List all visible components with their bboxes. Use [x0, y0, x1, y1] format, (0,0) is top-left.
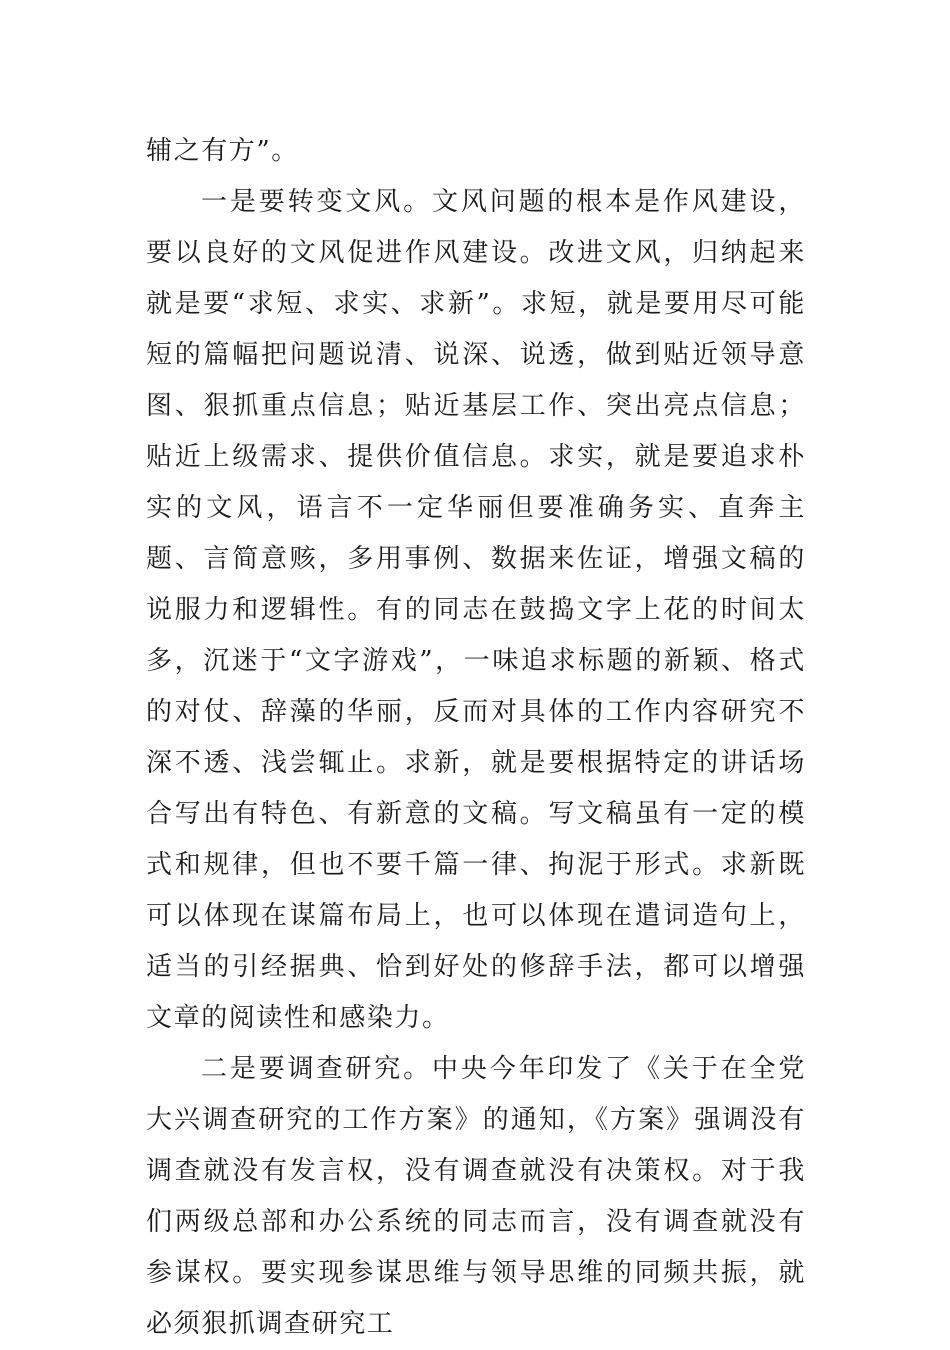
- paragraph-writing-style: 一是要转变文风。文风问题的根本是作风建设，要以良好的文风促进作风建设。改进文风，归纳起来就是要“求短、求实、求新”。求短，就是要用尽可能短的篇幅把问题说清、说深、说透，做到贴近领导意图、狠抓重点信息；贴近基层工作、突出亮点信息；贴近上级需求、提供价值信息。求实，就是要追求朴实的文风，语言不一定华丽但要准确务实、直奔主题、言简意赅，多用事例、数据来佐证，增强文稿的说服力和逻辑性。有的同志在鼓捣文字上花的时间太多，沉迷于“文字游戏”，一味追求标题的新颖、格式的对仗、辞藻的华丽，反而对具体的工作内容研究不深不透、浅尝辄止。求新，就是要根据特定的讲话场合写出有特色、有新意的文稿。写文稿虽有一定的模式和规律，但也不要千篇一律、拘泥于形式。求新既可以体现在谋篇布局上，也可以体现在遣词造句上，适当的引经据典、恰到好处的修辞手法，都可以增强文章的阅读性和感染力。: [146, 187, 806, 1033]
- document-page: [146, 126, 806, 1350]
- paragraph-investigation: 二是要调查研究。中央今年印发了《关于在全党大兴调查研究的工作方案》的通知，《方案》强调没有调查就没有发言权，没有调查就没有决策权。对于我们两级总部和办公系统的同志而言，没有调查就没有参谋权。要实现参谋思维与领导思维的同频共振，就必须狠抓调查研究工: [146, 1054, 806, 1339]
- paragraph-continuation: 辅之有方”。: [146, 136, 299, 166]
